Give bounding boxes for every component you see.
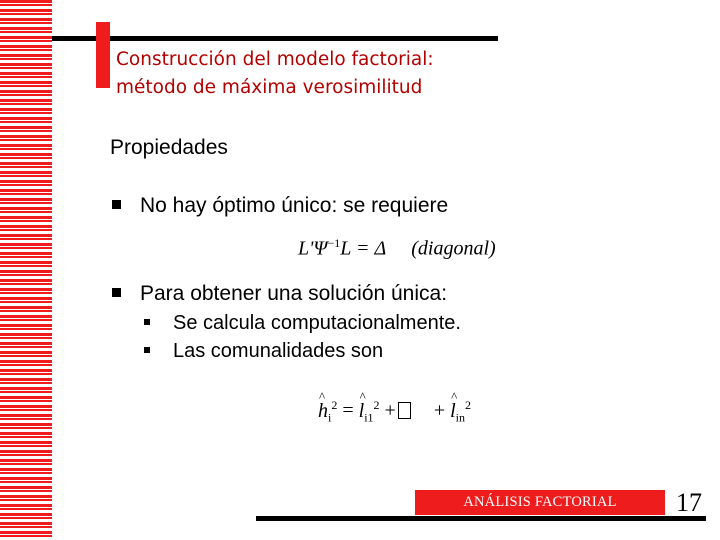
slide-title-line-2: método de máxima verosimilitud: [116, 77, 423, 98]
bullet-text-1: No hay óptimo único: se requiere: [140, 194, 449, 217]
formula-plus: +: [433, 399, 446, 422]
formula-ln: ^ l: [450, 400, 456, 423]
formula-mid: L = Δ: [340, 237, 387, 260]
title-accent-block: [96, 22, 110, 88]
bottom-rule: [256, 516, 706, 521]
formula-diagonal: [298, 236, 496, 261]
formula-ln-sq: 2: [465, 398, 471, 412]
bullet-text-2: Para obtener una solución única:: [140, 282, 448, 305]
slide-title-line-1: Construcción del modelo factorial:: [116, 49, 434, 70]
formula-plus-dots: +: [384, 399, 396, 422]
sub-bullet-text-2: Las comunalidades son: [173, 340, 384, 362]
sub-bullet-item-2: [144, 340, 383, 363]
formula-l1-sq: 2: [373, 398, 380, 412]
section-subheading: Propiedades: [110, 136, 228, 159]
missing-glyph-icon: [398, 402, 411, 419]
formula-l1: ^ l: [359, 400, 365, 423]
formula-communalities: ^ $h_i^2$ = ^ $l_{i1}^2$ + + ^ $l_{in}^2$: [318, 398, 471, 426]
sub-bullet-item-1: [144, 312, 461, 335]
slide-title: [116, 46, 434, 102]
small-square-bullet-icon: [144, 319, 150, 325]
formula-ln-sub: in: [455, 410, 465, 425]
bullet-item-1: [112, 194, 448, 218]
formula-note: (diagonal): [411, 237, 496, 260]
formula-exponent: −1: [327, 236, 341, 250]
square-bullet-icon: [112, 288, 121, 297]
square-bullet-icon: [112, 200, 121, 209]
formula-h-sq: 2: [331, 398, 338, 412]
formula-h: ^ h: [318, 400, 328, 423]
formula-l1-sub: i1: [364, 410, 374, 425]
formula-h-sub: i: [328, 410, 332, 425]
small-square-bullet-icon: [144, 347, 150, 353]
footer-label: ANÁLISIS FACTORIAL: [415, 490, 665, 515]
sub-bullet-text-1: Se calcula computacionalmente.: [173, 312, 461, 334]
top-rule: [52, 36, 498, 41]
formula-lhs: L'Ψ: [298, 237, 328, 260]
bullet-item-2: [112, 282, 447, 306]
decorative-stripes: [0, 0, 52, 540]
page-number: 17: [676, 488, 702, 517]
